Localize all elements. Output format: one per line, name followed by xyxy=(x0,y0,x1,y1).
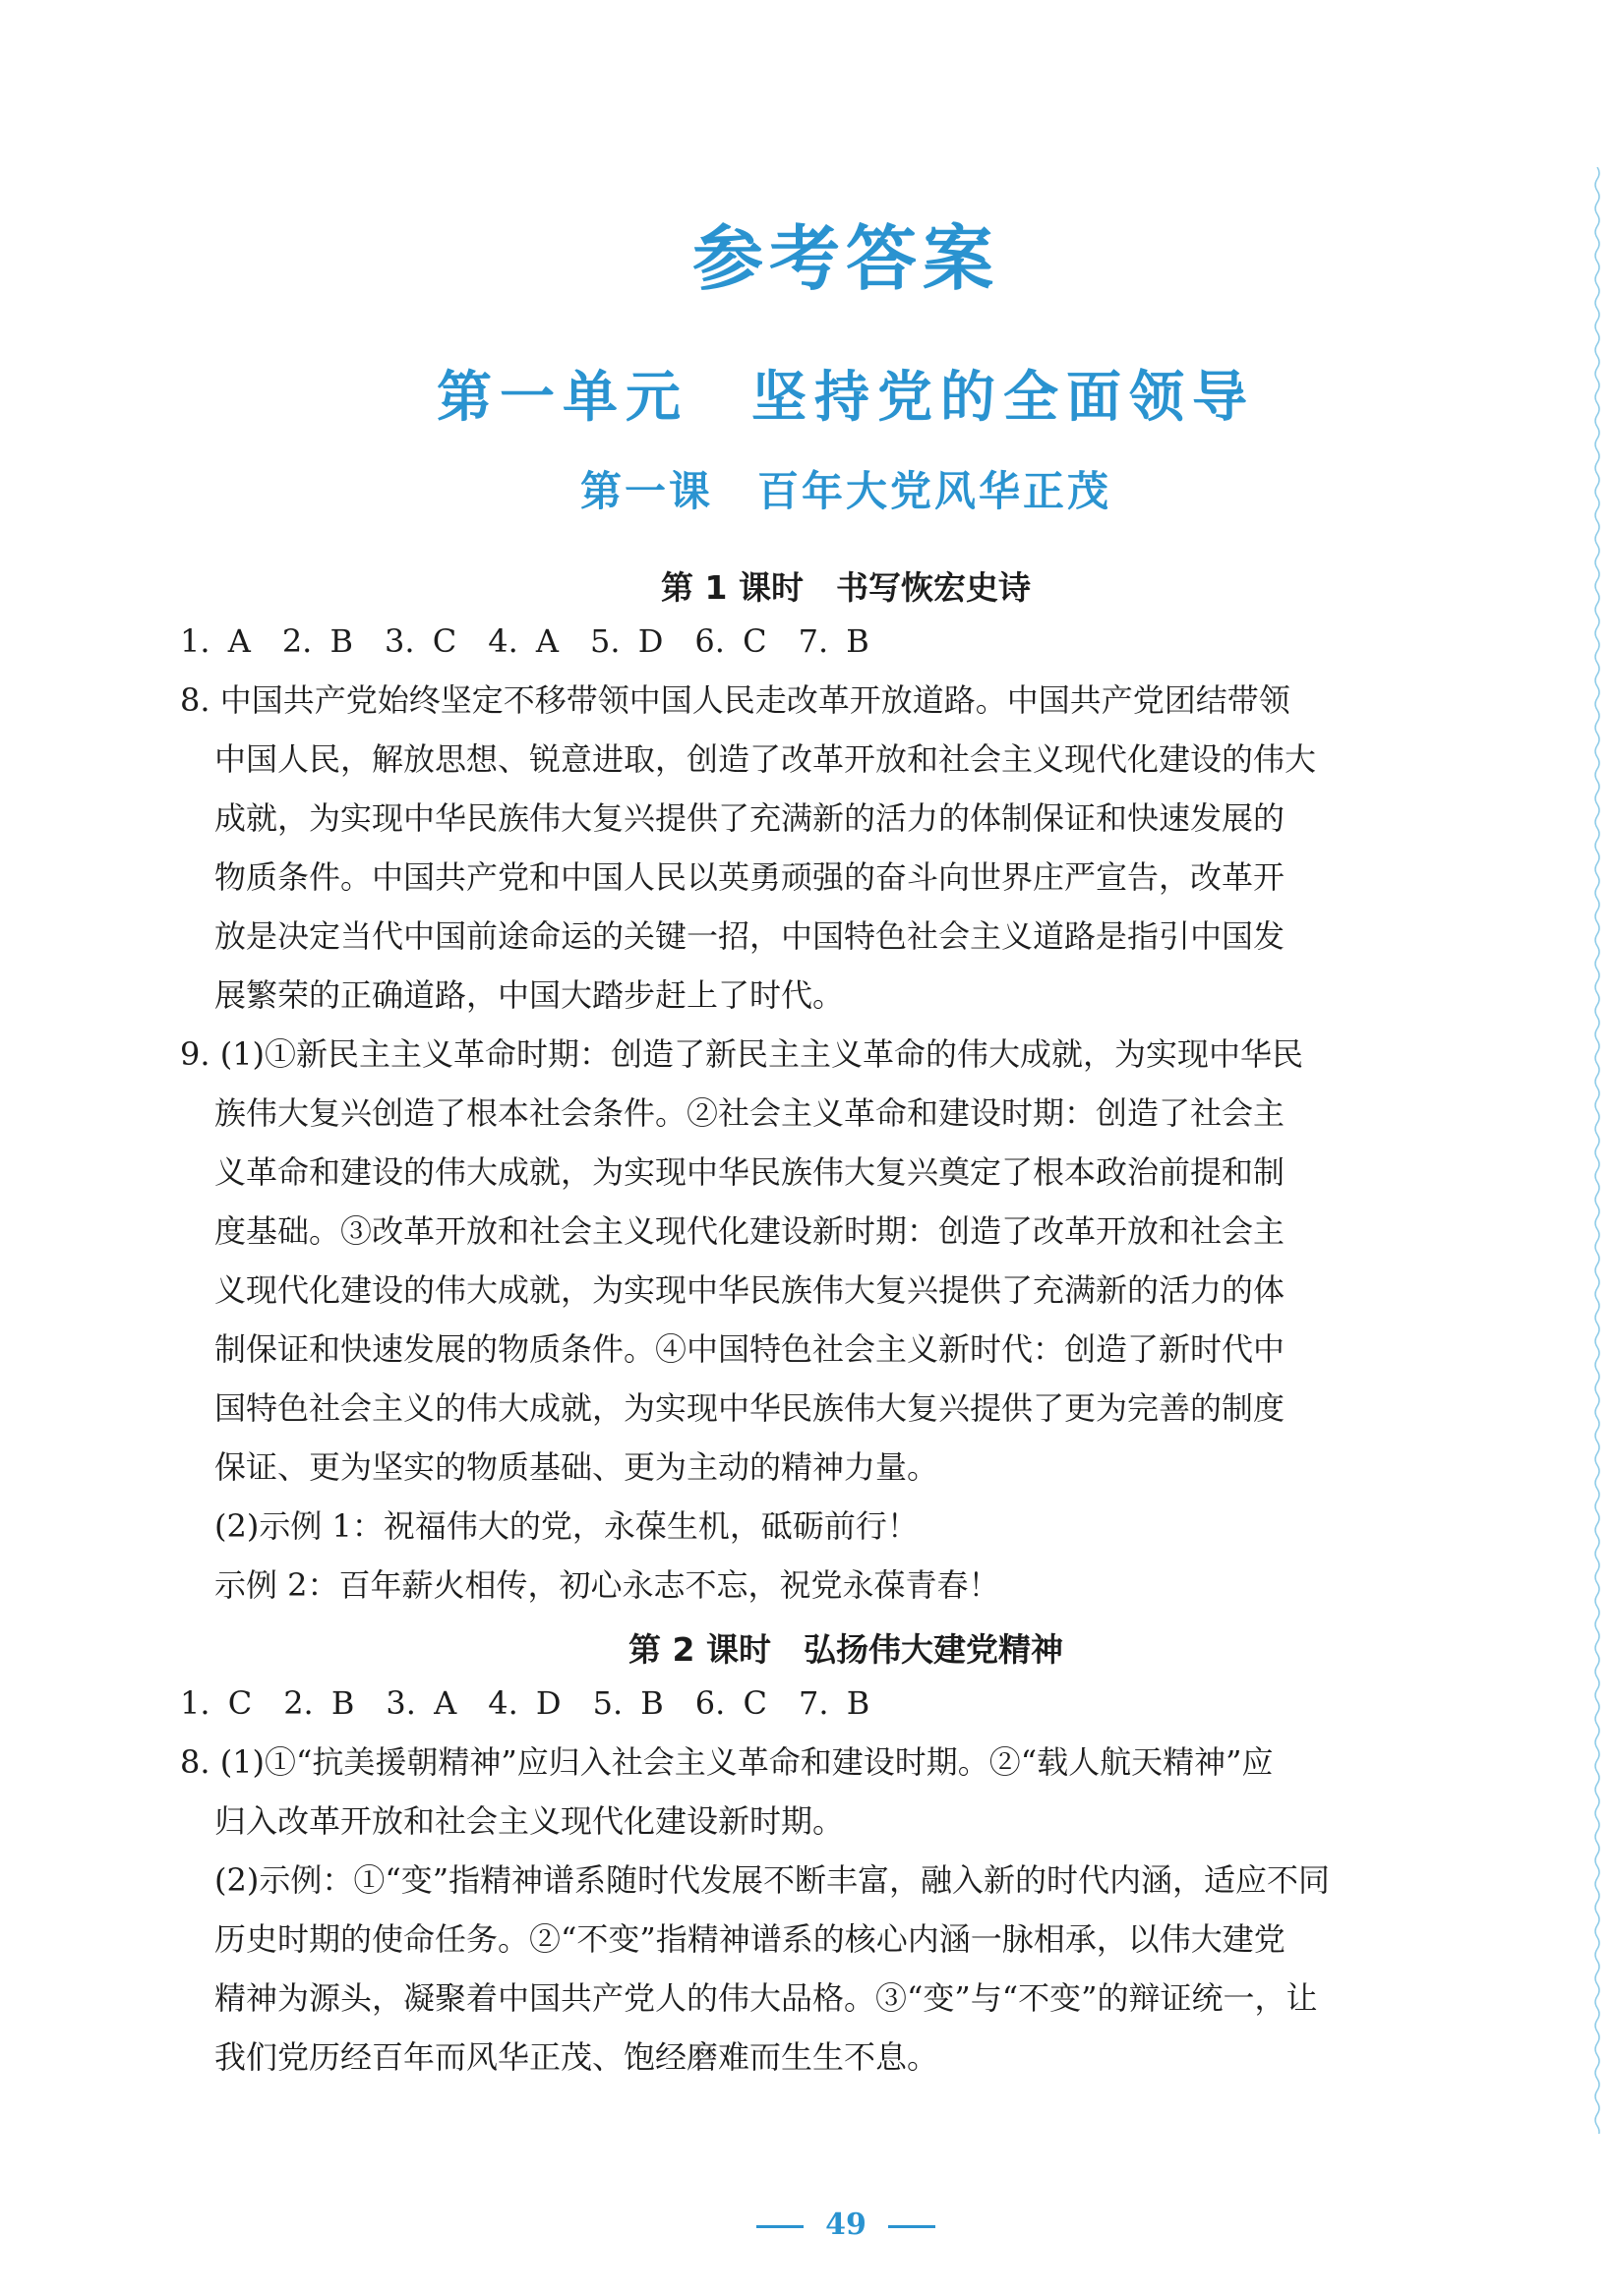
s1-q8-line-6: 展繁荣的正确道路，中国大踏步赶上了时代。 xyxy=(214,976,845,1014)
s1-q9-line-2: 族伟大复兴创造了根本社会条件。②社会主义革命和建设时期：创造了社会主 xyxy=(214,1094,1285,1132)
s1-q9-line-7: 国特色社会主义的伟大成就，为实现中华民族伟大复兴提供了更为完善的制度 xyxy=(214,1389,1285,1427)
s1-q9-line-6: 制保证和快速发展的物质条件。④中国特色社会主义新时代：创造了新时代中 xyxy=(214,1330,1285,1368)
s2-q8-line-4: 历史时期的使命任务。②“不变”指精神谱系的核心内涵一脉相承，以伟大建党 xyxy=(214,1920,1285,1958)
s1-q8-line-2: 中国人民，解放思想、锐意进取，创造了改革开放和社会主义现代化建设的伟大 xyxy=(214,740,1317,778)
s1-q8-line-4: 物质条件。中国共产党和中国人民以英勇顽强的奋斗向世界庄严宣告，改革开 xyxy=(214,858,1285,896)
s1-q8-line-1: 8. 中国共产党始终坚定不移带领中国人民走改革开放道路。中国共产党团结带领 xyxy=(180,681,1290,719)
section-2-heading: 第 2 课时 弘扬伟大建党精神 xyxy=(628,1630,1063,1669)
s2-q8-line-5: 精神为源头，凝聚着中国共产党人的伟大品格。③“变”与“不变”的辩证统一，让 xyxy=(214,1979,1318,2017)
s1-q9-line-1: 9. (1)①新民主主义革命时期：创造了新民主主义革命的伟大成就，为实现中华民 xyxy=(180,1035,1304,1073)
s2-q8-line-2: 归入改革开放和社会主义现代化建设新时期。 xyxy=(214,1802,845,1840)
s1-q8-line-3: 成就，为实现中华民族伟大复兴提供了充满新的活力的体制保证和快速发展的 xyxy=(214,799,1285,837)
unit-title: 第一单元 坚持党的全面领导 xyxy=(437,366,1255,430)
s1-q9-line-4: 度基础。③改革开放和社会主义现代化建设新时期：创造了改革开放和社会主 xyxy=(214,1212,1285,1250)
page-number-left-dash xyxy=(756,2225,804,2228)
s2-q8-line-3: (2)示例：①“变”指精神谱系随时代发展不断丰富，融入新的时代内涵，适应不同 xyxy=(214,1861,1331,1899)
s1-q9-line-10: 示例 2：百年薪火相传，初心永志不忘，祝党永葆青春！ xyxy=(214,1566,1000,1604)
section-1-choice-answers: 1. A 2. B 3. C 4. A 5. D 6. C 7. B xyxy=(180,622,869,660)
section-1-heading: 第 1 课时 书写恢宏史诗 xyxy=(661,568,1031,607)
page-number-right-dash xyxy=(888,2225,935,2228)
s1-q9-line-8: 保证、更为坚实的物质基础、更为主动的精神力量。 xyxy=(214,1448,939,1486)
s2-q8-line-1: 8. (1)①“抗美援朝精神”应归入社会主义革命和建设时期。②“载人航天精神”应 xyxy=(180,1743,1274,1781)
decorative-edge-wave xyxy=(1590,167,1604,2134)
page-number xyxy=(0,2208,1614,2242)
section-2-choice-answers: 1. C 2. B 3. A 4. D 5. B 6. C 7. B xyxy=(180,1684,870,1722)
page-title: 参考答案 xyxy=(691,217,999,300)
s1-q9-line-3: 义革命和建设的伟大成就，为实现中华民族伟大复兴奠定了根本政治前提和制 xyxy=(214,1153,1285,1191)
s1-q9-line-9: (2)示例 1：祝福伟大的党，永葆生机，砥砺前行！ xyxy=(214,1507,919,1545)
s1-q8-line-5: 放是决定当代中国前途命运的关键一招，中国特色社会主义道路是指引中国发 xyxy=(214,917,1285,955)
page-number-value: 49 xyxy=(825,2208,867,2242)
s1-q9-line-5: 义现代化建设的伟大成就，为实现中华民族伟大复兴提供了充满新的活力的体 xyxy=(214,1271,1285,1309)
lesson-title: 第一课 百年大党风华正茂 xyxy=(579,467,1111,515)
s2-q8-line-6: 我们党历经百年而风华正茂、饱经磨难而生生不息。 xyxy=(214,2038,939,2076)
